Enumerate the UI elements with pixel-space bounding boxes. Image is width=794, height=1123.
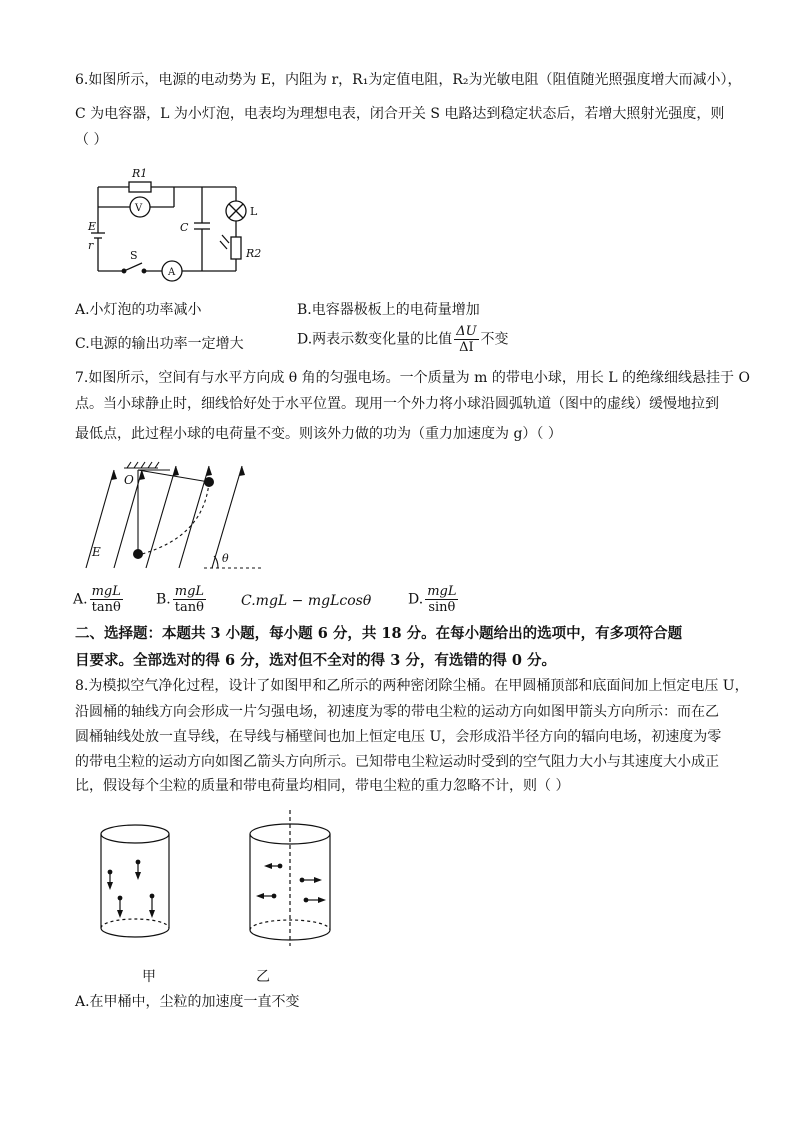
q7-option-d-denominator: sinθ xyxy=(428,600,456,615)
q7-stem-line1: 7.如图所示，空间有与水平方向成 θ 角的匀强电场。一个质量为 m 的带电小球，用长 L 的绝缘细线悬挂于 O xyxy=(75,370,750,386)
q7-option-b-fraction xyxy=(173,584,206,615)
q7-option-d-label: D. xyxy=(408,591,424,608)
q7-option-a xyxy=(73,584,125,615)
q7-option-d-fraction xyxy=(425,584,458,615)
q6-option-d-suffix: 不变 xyxy=(480,331,509,348)
q6-option-d xyxy=(297,324,509,355)
q7-stem-line3: 最低点，此过程小球的电荷量不变。则该外力做的功为（重力加速度为 g）（ ） xyxy=(75,426,562,442)
q6-label-s: S xyxy=(130,249,138,262)
q7-option-c: C.mgL − mgLcosθ xyxy=(241,593,372,609)
q6-option-a: A.小灯泡的功率减小 xyxy=(75,302,202,318)
q8-caption-jia: 甲 xyxy=(142,969,156,985)
q7-stem-line2: 点。当小球静止时，细线恰好处于水平位置。现用一个外力将小球沿圆弧轨道（图中的虚线）缓慢地拉到 xyxy=(75,396,719,412)
q7-label-theta: θ xyxy=(222,552,229,565)
q7-option-a-denominator: tanθ xyxy=(91,600,121,615)
q7-option-a-fraction xyxy=(90,584,123,615)
q6-fraction-denominator: ΔI xyxy=(459,340,474,355)
q6-option-c: C.电源的输出功率一定增大 xyxy=(75,336,244,352)
q8-cylinder-jia xyxy=(94,820,176,946)
q7-option-a-label: A. xyxy=(73,591,88,608)
section-2-heading-line1: 二、选择题：本题共 3 小题，每小题 6 分，共 18 分。在每小题给出的选项中，有多项符合题 xyxy=(75,625,683,642)
q7-label-o: O xyxy=(124,473,134,487)
q6-ammeter-symbol: A xyxy=(168,267,176,278)
q6-stem-line3: （ ） xyxy=(75,132,108,148)
q6-fraction-numerator: ΔU xyxy=(456,324,477,339)
q6-label-r: r xyxy=(88,239,94,252)
q6-label-r2: R2 xyxy=(246,247,262,260)
q6-option-b: B.电容器极板上的电荷量增加 xyxy=(297,302,480,318)
q8-stem-line5: 比，假设每个尘粒的质量和带电荷量均相同，带电尘粒的重力忽略不计，则（ ） xyxy=(75,778,570,794)
section-2-heading-line2: 目要求。全部选对的得 6 分，选对但不全对的得 3 分，有选错的得 0 分。 xyxy=(75,652,557,669)
q6-label-l: L xyxy=(250,205,258,218)
q8-stem-line3: 圆桶轴线处放一直导线，在导线与桶壁间也加上恒定电压 U，会形成沿半径方向的辐向电场，初速度为零 xyxy=(75,729,722,745)
q8-stem-line1: 8.为模拟空气净化过程，设计了如图甲和乙所示的两种密闭除尘桶。在甲圆桶顶部和底面间加上恒定电压 U， xyxy=(75,678,749,694)
q6-option-d-fraction xyxy=(454,324,478,355)
q6-stem-line2: C 为电容器，L 为小灯泡，电表均为理想电表，闭合开关 S 电路达到稳定状态后，若增大照射光强度，则 xyxy=(75,106,725,122)
q6-label-c: C xyxy=(180,221,189,234)
q6-stem-line1: 6.如图所示，电源的电动势为 E，内阻为 r，R₁为定值电阻，R₂为光敏电阻（阻值随光照强度增大而减小）， xyxy=(75,72,742,88)
q7-option-d xyxy=(408,584,460,615)
q7-option-d-numerator: mgL xyxy=(427,584,457,599)
q7-field-diagram xyxy=(84,458,284,578)
q8-caption-yi: 乙 xyxy=(256,969,270,985)
q6-voltmeter-symbol: V xyxy=(135,203,143,214)
q7-option-a-numerator: mgL xyxy=(91,584,121,599)
q7-option-b-label: B. xyxy=(156,591,171,608)
q6-option-d-prefix: D.两表示数变化量的比值 xyxy=(297,331,453,348)
q8-option-a: A.在甲桶中，尘粒的加速度一直不变 xyxy=(75,994,300,1010)
q7-option-b-numerator: mgL xyxy=(174,584,205,599)
q7-option-b xyxy=(156,584,208,615)
q7-label-e: E xyxy=(92,545,101,559)
q8-stem-line2: 沿圆桶的轴线方向会形成一片匀强电场，初速度为零的带电尘粒的运动方向如图甲箭头方向所示：而在乙 xyxy=(75,704,719,720)
q8-stem-line4: 的带电尘粒的运动方向如图乙箭头方向所示。已知带电尘粒运动时受到的空气阻力大小与其速度大小成正 xyxy=(75,754,719,770)
q6-circuit-diagram xyxy=(84,165,270,285)
q8-cylinder-yi xyxy=(240,808,340,948)
q6-label-r1: R1 xyxy=(132,167,148,180)
q6-label-e: E xyxy=(88,220,97,233)
q7-option-b-denominator: tanθ xyxy=(174,600,204,615)
